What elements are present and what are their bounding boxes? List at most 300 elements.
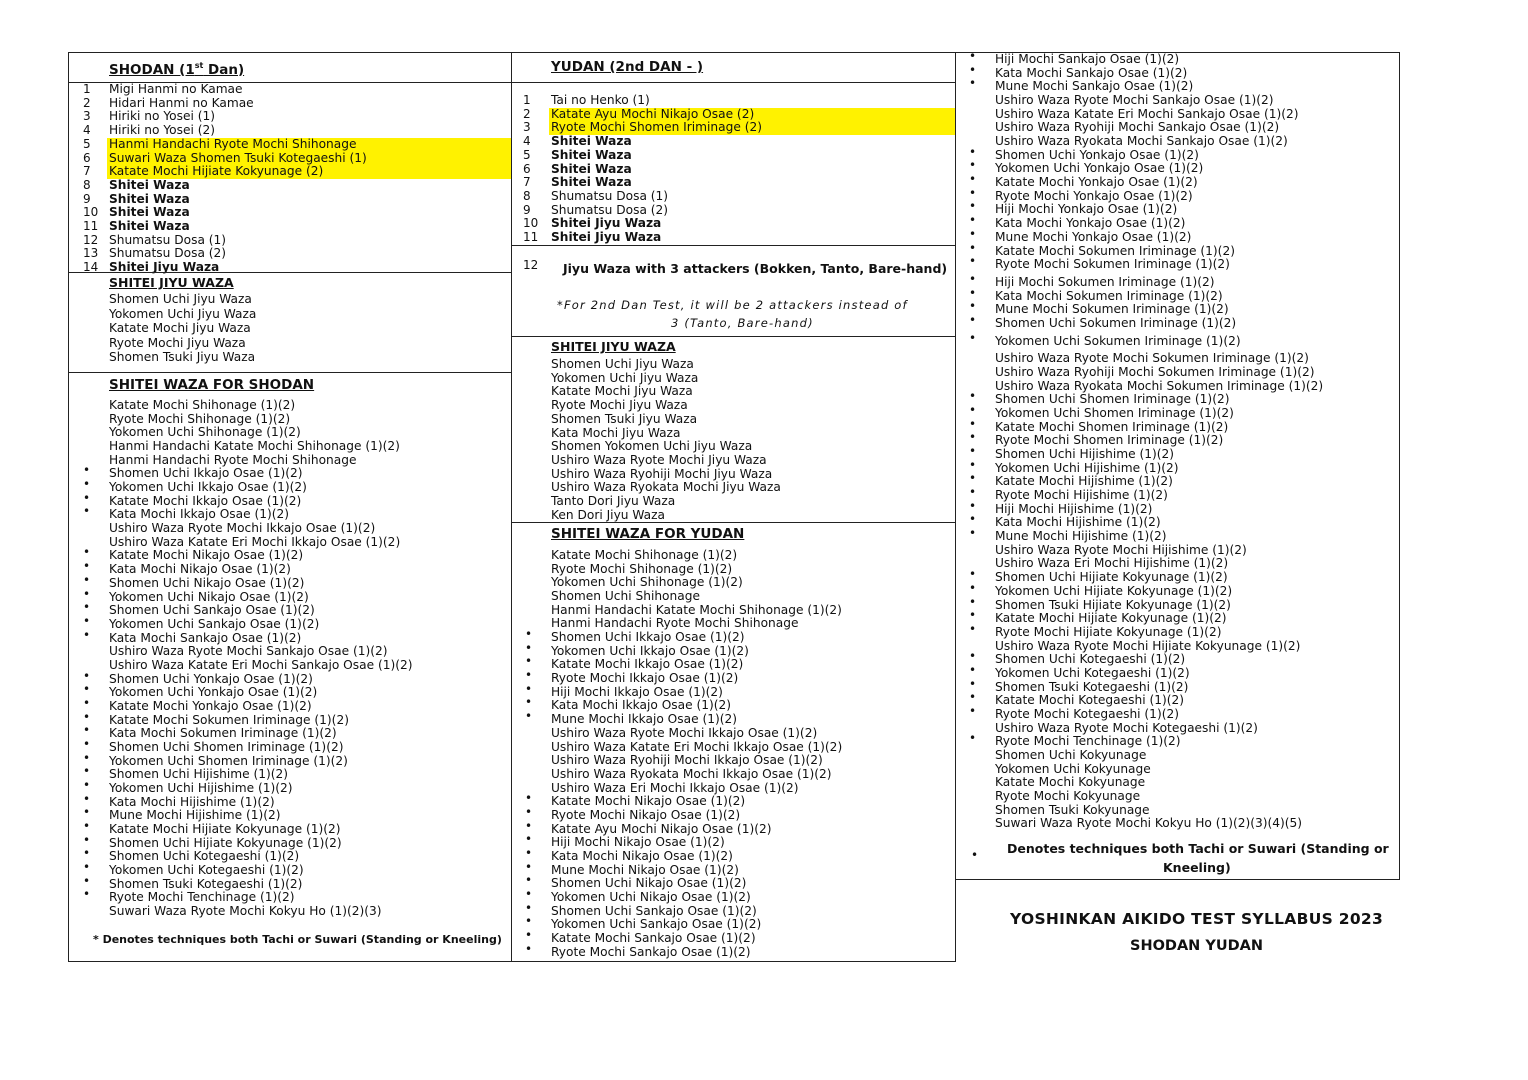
tachi-suwari-bullet: • xyxy=(969,594,977,609)
technique-item: Hiji Mochi Nikajo Osae (1)(2) xyxy=(551,835,725,850)
tachi-suwari-bullet: • xyxy=(83,750,91,765)
technique-item: Ryote Mochi Kotegaeshi (1)(2) xyxy=(995,706,1179,721)
technique-item: Kata Mochi Sankajo Osae (1)(2) xyxy=(995,65,1188,80)
tachi-suwari-bullet: • xyxy=(83,572,91,587)
tachi-suwari-bullet: • xyxy=(525,709,533,724)
tachi-suwari-bullet: • xyxy=(969,526,977,541)
shodan-heading: SHODAN (1st Dan) xyxy=(109,61,245,78)
tachi-suwari-bullet: • xyxy=(525,914,533,929)
technique-item: Yokomen Uchi Kotegaeshi (1)(2) xyxy=(109,863,304,878)
jiyu-waza-item: Ushiro Waza Ryokata Mochi Jiyu Waza xyxy=(551,480,781,495)
tachi-suwari-bullet: • xyxy=(969,649,977,664)
tachi-suwari-bullet: • xyxy=(969,254,977,269)
item-number: 4 xyxy=(83,123,91,138)
syllabus-item: Shitei Jiyu Waza xyxy=(109,260,220,275)
jiyu-waza-item: Shomen Tsuki Jiyu Waza xyxy=(551,411,698,426)
technique-item: Yokomen Uchi Sankajo Osae (1)(2) xyxy=(551,917,762,932)
technique-item: Shomen Uchi Nikajo Osae (1)(2) xyxy=(551,876,747,891)
technique-item: Kata Mochi Yonkajo Osae (1)(2) xyxy=(995,216,1186,231)
technique-item: Ushiro Waza Ryokata Mochi Sokumen Iriminage (1)(2) xyxy=(995,378,1324,393)
divider xyxy=(511,82,955,83)
technique-item: Katate Mochi Kokyunage xyxy=(995,775,1146,790)
technique-item: Ushiro Waza Ryohiji Mochi Sokumen Iriminage (1)(2) xyxy=(995,364,1315,379)
jiyu-waza-item: Kata Mochi Jiyu Waza xyxy=(551,425,681,440)
tachi-suwari-bullet: • xyxy=(969,621,977,636)
item-number: 10 xyxy=(83,205,99,220)
jiyu-waza-item: Ken Dori Jiyu Waza xyxy=(551,507,665,522)
technique-item: Shomen Uchi Shomen Iriminage (1)(2) xyxy=(109,740,344,754)
item-number: 8 xyxy=(523,188,531,203)
tachi-suwari-bullet: • xyxy=(525,654,533,669)
tachi-suwari-bullet: • xyxy=(83,737,91,751)
technique-item: Mune Mochi Ikkajo Osae (1)(2) xyxy=(551,712,737,727)
technique-item: Katate Mochi Sokumen Iriminage (1)(2) xyxy=(109,712,349,727)
syllabus-item: Shitei Waza xyxy=(109,219,190,233)
item-number: 6 xyxy=(83,150,91,165)
tachi-suwari-bullet: • xyxy=(969,676,977,691)
technique-item: Katate Mochi Hijishime (1)(2) xyxy=(995,474,1173,489)
syllabus-item: Katate Mochi Hijiate Kokyunage (2) xyxy=(107,165,511,179)
syllabus-item: Shitei Waza xyxy=(109,205,190,220)
tachi-suwari-bullet: • xyxy=(525,695,533,710)
yudan-footnote-line2: Kneeling) xyxy=(1163,860,1231,875)
technique-item: Ushiro Waza Katate Eri Mochi Ikkajo Osae (1)(2) xyxy=(109,534,401,549)
tachi-suwari-bullet: • xyxy=(969,285,977,300)
divider xyxy=(69,272,511,273)
jiyu-waza-item: Ryote Mochi Jiyu Waza xyxy=(551,398,688,413)
technique-item: Katate Mochi Hijiate Kokyunage (1)(2) xyxy=(995,611,1227,626)
tachi-suwari-bullet: • xyxy=(83,463,91,478)
tachi-suwari-bullet: • xyxy=(969,662,977,677)
technique-item: Katate Mochi Nikajo Osae (1)(2) xyxy=(109,548,304,563)
item-number: 7 xyxy=(83,164,91,179)
yudan-item-12: Jiyu Waza with 3 attackers (Bokken, Tanto, Bare-hand) xyxy=(563,261,948,276)
technique-item: Ushiro Waza Ryote Mochi Ikkajo Osae (1)(2) xyxy=(109,521,376,536)
technique-item: Shomen Uchi Hijiate Kokyunage (1)(2) xyxy=(109,835,342,850)
bullet-marker: • xyxy=(971,848,979,862)
technique-item: Shomen Uchi Kokyunage xyxy=(995,748,1147,762)
technique-item: Ryote Mochi Sankajo Osae (1)(2) xyxy=(551,944,751,959)
tachi-suwari-bullet: • xyxy=(969,444,977,459)
tachi-suwari-bullet: • xyxy=(969,580,977,595)
technique-item: Ryote Mochi Tenchinage (1)(2) xyxy=(995,734,1181,749)
item-number: 7 xyxy=(523,175,531,190)
technique-item: Ushiro Waza Ryote Mochi Kotegaeshi (1)(2) xyxy=(995,720,1258,735)
tachi-suwari-bullet: • xyxy=(969,226,977,241)
technique-item: Shomen Uchi Hijishime (1)(2) xyxy=(995,447,1175,462)
item-number: 1 xyxy=(83,82,91,96)
jiyu-waza-item: Shomen Uchi Jiyu Waza xyxy=(109,292,252,306)
technique-item: Hanmi Handachi Ryote Mochi Shihonage xyxy=(551,616,799,631)
item-number: 6 xyxy=(523,161,531,176)
tachi-suwari-bullet: • xyxy=(969,608,977,623)
tachi-suwari-bullet: • xyxy=(525,928,533,943)
technique-item: Kata Mochi Ikkajo Osae (1)(2) xyxy=(109,507,290,522)
tachi-suwari-bullet: • xyxy=(969,703,977,718)
tachi-suwari-bullet: • xyxy=(969,567,977,582)
technique-item: Shomen Uchi Sankajo Osae (1)(2) xyxy=(551,903,757,918)
technique-item: Yokomen Uchi Yonkajo Osae (1)(2) xyxy=(109,685,318,700)
technique-item: Yokomen Uchi Shomen Iriminage (1)(2) xyxy=(995,406,1234,420)
shodan-footnote: * Denotes techniques both Tachi or Suwari (Standing or Kneeling) xyxy=(93,933,502,946)
tachi-suwari-bullet: • xyxy=(969,389,977,404)
technique-item: Ushiro Waza Ryote Mochi Sankajo Osae (1)(2) xyxy=(109,644,388,659)
tachi-suwari-bullet: • xyxy=(83,791,91,806)
technique-item: Shomen Uchi Yonkajo Osae (1)(2) xyxy=(109,671,313,686)
technique-item: Shomen Uchi Ikkajo Osae (1)(2) xyxy=(551,630,745,645)
tachi-suwari-bullet: • xyxy=(83,887,91,902)
tachi-suwari-bullet: • xyxy=(83,559,91,574)
technique-item: Shomen Uchi Kotegaeshi (1)(2) xyxy=(109,849,300,864)
tachi-suwari-bullet: • xyxy=(969,62,977,77)
tachi-suwari-bullet: • xyxy=(525,859,533,874)
shodan-jiyu-heading: SHITEI JIYU WAZA xyxy=(109,275,234,290)
technique-item: Hiji Mochi Yonkajo Osae (1)(2) xyxy=(995,202,1178,217)
technique-item: Ryote Mochi Sokumen Iriminage (1)(2) xyxy=(995,257,1230,272)
technique-item: Mune Mochi Yonkajo Osae (1)(2) xyxy=(995,229,1192,244)
syllabus-item: Hiriki no Yosei (2) xyxy=(109,123,215,138)
technique-item: Ryote Mochi Shihonage (1)(2) xyxy=(551,561,733,576)
syllabus-item: Hidari Hanmi no Kamae xyxy=(109,95,254,110)
technique-item: Yokomen Uchi Sokumen Iriminage (1)(2) xyxy=(995,333,1241,348)
tachi-suwari-bullet: • xyxy=(83,709,91,724)
tachi-suwari-bullet: • xyxy=(83,586,91,601)
item-number: 2 xyxy=(523,106,531,121)
item-number: 3 xyxy=(83,109,91,124)
syllabus-item: Hanmi Handachi Ryote Mochi Shihonage xyxy=(107,138,511,152)
technique-item: Shomen Tsuki Kotegaeshi (1)(2) xyxy=(109,876,303,891)
tachi-suwari-bullet: • xyxy=(83,819,91,834)
technique-item: Kata Mochi Hijishime (1)(2) xyxy=(995,515,1161,530)
syllabus-item: Katate Ayu Mochi Nikajo Osae (2) xyxy=(549,108,955,122)
syllabus-item: Shumatsu Dosa (1) xyxy=(551,188,669,203)
jiyu-waza-item: Katate Mochi Jiyu Waza xyxy=(551,384,693,399)
technique-item: Ushiro Waza Ryohiji Mochi Sankajo Osae (1)(2) xyxy=(995,120,1280,135)
yudan-item-12-number: 12 xyxy=(523,258,539,272)
jiyu-waza-item: Katate Mochi Jiyu Waza xyxy=(109,321,251,335)
technique-item: Shomen Tsuki Kokyunage xyxy=(995,802,1150,817)
technique-item: Ushiro Waza Eri Mochi Ikkajo Osae (1)(2) xyxy=(551,780,799,795)
jiyu-waza-item: Shomen Yokomen Uchi Jiyu Waza xyxy=(551,439,753,454)
tachi-suwari-bullet: • xyxy=(969,185,977,200)
item-number: 11 xyxy=(523,230,539,244)
tachi-suwari-bullet: • xyxy=(83,490,91,505)
tachi-suwari-bullet: • xyxy=(525,832,533,847)
tachi-suwari-bullet: • xyxy=(525,640,533,655)
technique-item: Hiji Mochi Sankajo Osae (1)(2) xyxy=(995,52,1180,66)
technique-item: Kata Mochi Sankajo Osae (1)(2) xyxy=(109,630,302,645)
technique-item: Ryote Mochi Nikajo Osae (1)(2) xyxy=(551,807,741,822)
item-number: 8 xyxy=(83,177,91,192)
tachi-suwari-bullet: • xyxy=(525,941,533,956)
divider xyxy=(511,336,955,337)
syllabus-item: Shitei Waza xyxy=(551,175,632,190)
technique-item: Hanmi Handachi Katate Mochi Shihonage (1)(2) xyxy=(551,602,842,617)
yudan-waza-heading: SHITEI WAZA FOR YUDAN xyxy=(551,526,745,542)
item-number: 2 xyxy=(83,95,91,110)
syllabus-item: Shitei Waza xyxy=(551,161,632,176)
technique-item: Mune Mochi Hijishime (1)(2) xyxy=(995,529,1167,544)
tachi-suwari-bullet: • xyxy=(83,873,91,888)
tachi-suwari-bullet: • xyxy=(969,498,977,513)
tachi-suwari-bullet: • xyxy=(969,240,977,255)
technique-item: Ryote Mochi Shomen Iriminage (1)(2) xyxy=(995,433,1224,448)
technique-item: Ushiro Waza Ryohiji Mochi Ikkajo Osae (1)(2) xyxy=(551,753,823,768)
item-number: 12 xyxy=(83,232,99,247)
tachi-suwari-bullet: • xyxy=(525,818,533,833)
technique-item: Shomen Uchi Sokumen Iriminage (1)(2) xyxy=(995,315,1237,330)
technique-item: Yokomen Uchi Yonkajo Osae (1)(2) xyxy=(995,161,1204,176)
technique-item: Ryote Mochi Shihonage (1)(2) xyxy=(109,411,291,426)
tachi-suwari-bullet: • xyxy=(83,600,91,615)
technique-item: Ryote Mochi Ikkajo Osae (1)(2) xyxy=(551,671,739,686)
jiyu-waza-item: Shomen Tsuki Jiyu Waza xyxy=(109,350,256,364)
technique-item: Hanmi Handachi Katate Mochi Shihonage (1)(2) xyxy=(109,439,400,454)
divider xyxy=(511,245,955,246)
syllabus-item: Shitei Waza xyxy=(551,147,632,162)
syllabus-item: Migi Hanmi no Kamae xyxy=(109,82,243,96)
tachi-suwari-bullet: • xyxy=(83,627,91,642)
technique-item: Kata Mochi Sokumen Iriminage (1)(2) xyxy=(995,288,1223,303)
jiyu-waza-item: Ryote Mochi Jiyu Waza xyxy=(109,335,246,350)
technique-item: Katate Ayu Mochi Nikajo Osae (1)(2) xyxy=(551,821,772,836)
technique-item: Yokomen Uchi Kokyunage xyxy=(995,761,1151,776)
item-number: 13 xyxy=(83,246,99,261)
technique-item: Ushiro Waza Eri Mochi Hijishime (1)(2) xyxy=(995,556,1229,571)
yudan-continued-column xyxy=(955,49,1400,880)
item-number: 14 xyxy=(83,260,99,275)
tachi-suwari-bullet: • xyxy=(969,485,977,500)
item-number: 1 xyxy=(523,93,531,107)
tachi-suwari-bullet: • xyxy=(969,416,977,431)
technique-item: Hiji Mochi Sokumen Iriminage (1)(2) xyxy=(995,274,1215,289)
yudan-footnote-line1: Denotes techniques both Tachi or Suwari (Standing or xyxy=(1007,841,1389,856)
technique-item: Kata Mochi Nikajo Osae (1)(2) xyxy=(109,562,291,577)
tachi-suwari-bullet: • xyxy=(969,271,977,286)
technique-item: Katate Mochi Shihonage (1)(2) xyxy=(551,548,738,562)
tachi-suwari-bullet: • xyxy=(525,804,533,819)
tachi-suwari-bullet: • xyxy=(83,723,91,738)
technique-item: Mune Mochi Nikajo Osae (1)(2) xyxy=(551,862,739,877)
jiyu-waza-item: Ushiro Waza Ryohiji Mochi Jiyu Waza xyxy=(551,466,773,481)
syllabus-title: YOSHINKAN AIKIDO TEST SYLLABUS 2023 xyxy=(1010,910,1384,928)
technique-item: Shomen Uchi Sankajo Osae (1)(2) xyxy=(109,603,315,618)
tachi-suwari-bullet: • xyxy=(525,873,533,888)
item-number: 10 xyxy=(523,216,539,231)
item-number: 5 xyxy=(83,136,91,151)
yudan-column xyxy=(511,52,956,962)
technique-item: Ushiro Waza Ryote Mochi Hijiate Kokyunage (1)(2) xyxy=(995,638,1301,653)
technique-item: Katate Mochi Kotegaeshi (1)(2) xyxy=(995,693,1184,708)
technique-item: Katate Mochi Shihonage (1)(2) xyxy=(109,398,296,412)
item-number: 9 xyxy=(83,191,91,206)
technique-item: Suwari Waza Ryote Mochi Kokyu Ho (1)(2)(3) xyxy=(109,904,382,919)
tachi-suwari-bullet: • xyxy=(969,299,977,314)
technique-item: Mune Mochi Sankajo Osae (1)(2) xyxy=(995,79,1194,94)
syllabus-item: Shitei Jiyu Waza xyxy=(551,230,662,244)
tachi-suwari-bullet: • xyxy=(969,690,977,705)
tachi-suwari-bullet: • xyxy=(83,477,91,492)
tachi-suwari-bullet: • xyxy=(83,832,91,847)
syllabus-item: Shumatsu Dosa (1) xyxy=(109,232,227,247)
jiyu-waza-item: Ushiro Waza Ryote Mochi Jiyu Waza xyxy=(551,452,767,467)
tachi-suwari-bullet: • xyxy=(525,668,533,683)
technique-item: Ryote Mochi Kokyunage xyxy=(995,789,1141,804)
tachi-suwari-bullet: • xyxy=(969,430,977,445)
technique-item: Yokomen Uchi Hijishime (1)(2) xyxy=(995,460,1179,475)
item-number: 5 xyxy=(523,147,531,162)
technique-item: Hanmi Handachi Ryote Mochi Shihonage xyxy=(109,452,357,467)
divider xyxy=(69,372,511,373)
tachi-suwari-bullet: • xyxy=(969,471,977,486)
technique-item: Shomen Uchi Hijishime (1)(2) xyxy=(109,767,289,782)
tachi-suwari-bullet: • xyxy=(83,668,91,683)
yudan-note-line2: 3 (Tanto, Bare-hand) xyxy=(671,316,814,330)
syllabus-item: Shitei Jiyu Waza xyxy=(551,216,662,231)
jiyu-waza-item: Yokomen Uchi Jiyu Waza xyxy=(551,370,699,385)
technique-item: Ryote Mochi Hijiate Kokyunage (1)(2) xyxy=(995,624,1222,639)
syllabus-subtitle: SHODAN YUDAN xyxy=(1130,938,1264,954)
syllabus-item: Shitei Waza xyxy=(109,177,190,192)
tachi-suwari-bullet: • xyxy=(969,49,977,63)
tachi-suwari-bullet: • xyxy=(83,613,91,628)
jiyu-waza-item: Shomen Uchi Jiyu Waza xyxy=(551,357,694,371)
syllabus-item: Ryote Mochi Shomen Iriminage (2) xyxy=(549,121,955,135)
tachi-suwari-bullet: • xyxy=(83,504,91,519)
tachi-suwari-bullet: • xyxy=(969,213,977,228)
technique-item: Mune Mochi Hijishime (1)(2) xyxy=(109,808,281,823)
technique-item: Shomen Uchi Shomen Iriminage (1)(2) xyxy=(995,392,1230,407)
technique-item: Ushiro Waza Ryote Mochi Ikkajo Osae (1)(2) xyxy=(551,725,818,740)
tachi-suwari-bullet: • xyxy=(969,330,977,345)
technique-item: Shomen Uchi Shihonage xyxy=(551,589,700,604)
tachi-suwari-bullet: • xyxy=(969,403,977,417)
technique-item: Ushiro Waza Katate Eri Mochi Sankajo Osae (1)(2) xyxy=(109,657,413,672)
tachi-suwari-bullet: • xyxy=(83,805,91,820)
technique-item: Katate Mochi Ikkajo Osae (1)(2) xyxy=(551,657,744,672)
item-number: 3 xyxy=(523,120,531,135)
tachi-suwari-bullet: • xyxy=(525,845,533,860)
syllabus-item: Shitei Waza xyxy=(109,191,190,206)
tachi-suwari-bullet: • xyxy=(969,158,977,173)
syllabus-item: Shumatsu Dosa (2) xyxy=(551,202,669,217)
tachi-suwari-bullet: • xyxy=(969,144,977,159)
technique-item: Shomen Uchi Kotegaeshi (1)(2) xyxy=(995,652,1186,667)
yudan-note-line1: *For 2nd Dan Test, it will be 2 attackers instead of xyxy=(557,298,908,312)
technique-item: Ryote Mochi Tenchinage (1)(2) xyxy=(109,890,295,905)
tachi-suwari-bullet: • xyxy=(525,681,533,696)
technique-item: Katate Mochi Nikajo Osae (1)(2) xyxy=(551,794,746,809)
technique-item: Kata Mochi Ikkajo Osae (1)(2) xyxy=(551,698,732,713)
technique-item: Shomen Tsuki Hijiate Kokyunage (1)(2) xyxy=(995,597,1231,612)
tachi-suwari-bullet: • xyxy=(525,627,533,642)
tachi-suwari-bullet: • xyxy=(969,512,977,527)
tachi-suwari-bullet: • xyxy=(969,172,977,187)
technique-item: Yokomen Uchi Nikajo Osae (1)(2) xyxy=(109,589,309,604)
shodan-column xyxy=(68,52,512,962)
technique-item: Katate Mochi Shomen Iriminage (1)(2) xyxy=(995,419,1229,434)
technique-item: Yokomen Uchi Kotegaeshi (1)(2) xyxy=(995,665,1190,680)
technique-item: Kata Mochi Sokumen Iriminage (1)(2) xyxy=(109,726,337,741)
technique-item: Ushiro Waza Ryokata Mochi Ikkajo Osae (1)(2) xyxy=(551,766,832,781)
technique-item: Ryote Mochi Hijishime (1)(2) xyxy=(995,488,1168,503)
technique-item: Katate Mochi Sokumen Iriminage (1)(2) xyxy=(995,243,1235,258)
syllabus-item: Shumatsu Dosa (2) xyxy=(109,246,227,261)
shodan-waza-heading: SHITEI WAZA FOR SHODAN xyxy=(109,377,315,393)
tachi-suwari-bullet: • xyxy=(83,545,91,560)
technique-item: Katate Mochi Yonkajo Osae (1)(2) xyxy=(995,175,1198,190)
syllabus-item: Tai no Henko (1) xyxy=(551,93,650,107)
technique-item: Katate Mochi Sankajo Osae (1)(2) xyxy=(551,931,756,946)
technique-item: Shomen Uchi Yonkajo Osae (1)(2) xyxy=(995,147,1199,162)
tachi-suwari-bullet: • xyxy=(969,731,977,746)
technique-item: Katate Mochi Ikkajo Osae (1)(2) xyxy=(109,493,302,508)
technique-item: Hiji Mochi Ikkajo Osae (1)(2) xyxy=(551,684,723,699)
technique-item: Suwari Waza Ryote Mochi Kokyu Ho (1)(2)(3)(4)(5) xyxy=(995,816,1303,831)
syllabus-item: Hiriki no Yosei (1) xyxy=(109,109,215,124)
technique-item: Ushiro Waza Katate Eri Mochi Sankajo Osae (1)(2) xyxy=(995,106,1299,121)
technique-item: Katate Mochi Hijiate Kokyunage (1)(2) xyxy=(109,822,341,837)
technique-item: Shomen Uchi Nikajo Osae (1)(2) xyxy=(109,575,305,590)
tachi-suwari-bullet: • xyxy=(525,900,533,915)
tachi-suwari-bullet: • xyxy=(525,791,533,806)
tachi-suwari-bullet: • xyxy=(83,695,91,710)
divider xyxy=(511,522,955,523)
jiyu-waza-item: Yokomen Uchi Jiyu Waza xyxy=(109,306,257,321)
technique-item: Ushiro Waza Ryokata Mochi Sankajo Osae (1)(2) xyxy=(995,134,1288,149)
technique-item: Shomen Tsuki Kotegaeshi (1)(2) xyxy=(995,679,1189,694)
technique-item: Hiji Mochi Hijishime (1)(2) xyxy=(995,501,1153,516)
technique-item: Ushiro Waza Ryote Mochi Sokumen Iriminage (1)(2) xyxy=(995,351,1309,366)
tachi-suwari-bullet: • xyxy=(83,778,91,793)
technique-item: Yokomen Uchi Hijiate Kokyunage (1)(2) xyxy=(995,583,1233,598)
yudan-jiyu-heading: SHITEI JIYU WAZA xyxy=(551,339,676,354)
technique-item: Ryote Mochi Yonkajo Osae (1)(2) xyxy=(995,188,1193,203)
item-number: 11 xyxy=(83,219,99,233)
tachi-suwari-bullet: • xyxy=(969,199,977,214)
technique-item: Yokomen Uchi Shihonage (1)(2) xyxy=(551,575,743,590)
technique-item: Katate Mochi Yonkajo Osae (1)(2) xyxy=(109,698,312,713)
tachi-suwari-bullet: • xyxy=(83,764,91,779)
technique-item: Shomen Uchi Ikkajo Osae (1)(2) xyxy=(109,466,303,481)
yudan-heading: YUDAN (2nd DAN - ) xyxy=(551,59,704,75)
item-number: 9 xyxy=(523,202,531,217)
syllabus-item: Shitei Waza xyxy=(551,134,632,149)
technique-item: Ushiro Waza Katate Eri Mochi Ikkajo Osae (1)(2) xyxy=(551,739,843,754)
technique-item: Kata Mochi Nikajo Osae (1)(2) xyxy=(551,848,733,863)
tachi-suwari-bullet: • xyxy=(83,682,91,697)
technique-item: Yokomen Uchi Hijishime (1)(2) xyxy=(109,781,293,796)
technique-item: Kata Mochi Hijishime (1)(2) xyxy=(109,794,275,809)
tachi-suwari-bullet: • xyxy=(525,887,533,901)
tachi-suwari-bullet: • xyxy=(969,76,977,91)
item-number: 4 xyxy=(523,134,531,149)
technique-item: Shomen Uchi Hijiate Kokyunage (1)(2) xyxy=(995,570,1228,585)
technique-item: Yokomen Uchi Nikajo Osae (1)(2) xyxy=(551,890,751,904)
tachi-suwari-bullet: • xyxy=(83,860,91,875)
technique-item: Yokomen Uchi Shomen Iriminage (1)(2) xyxy=(109,753,348,768)
tachi-suwari-bullet: • xyxy=(83,846,91,861)
jiyu-waza-item: Tanto Dori Jiyu Waza xyxy=(551,494,676,508)
technique-item: Yokomen Uchi Ikkajo Osae (1)(2) xyxy=(551,643,749,658)
tachi-suwari-bullet: • xyxy=(969,457,977,472)
tachi-suwari-bullet: • xyxy=(969,312,977,327)
technique-item: Yokomen Uchi Shihonage (1)(2) xyxy=(109,425,301,440)
syllabus-item: Suwari Waza Shomen Tsuki Kotegaeshi (1) xyxy=(107,152,511,166)
technique-item: Ushiro Waza Ryote Mochi Sankajo Osae (1)(2) xyxy=(995,93,1274,108)
technique-item: Yokomen Uchi Ikkajo Osae (1)(2) xyxy=(109,480,307,495)
technique-item: Ushiro Waza Ryote Mochi Hijishime (1)(2) xyxy=(995,542,1247,557)
